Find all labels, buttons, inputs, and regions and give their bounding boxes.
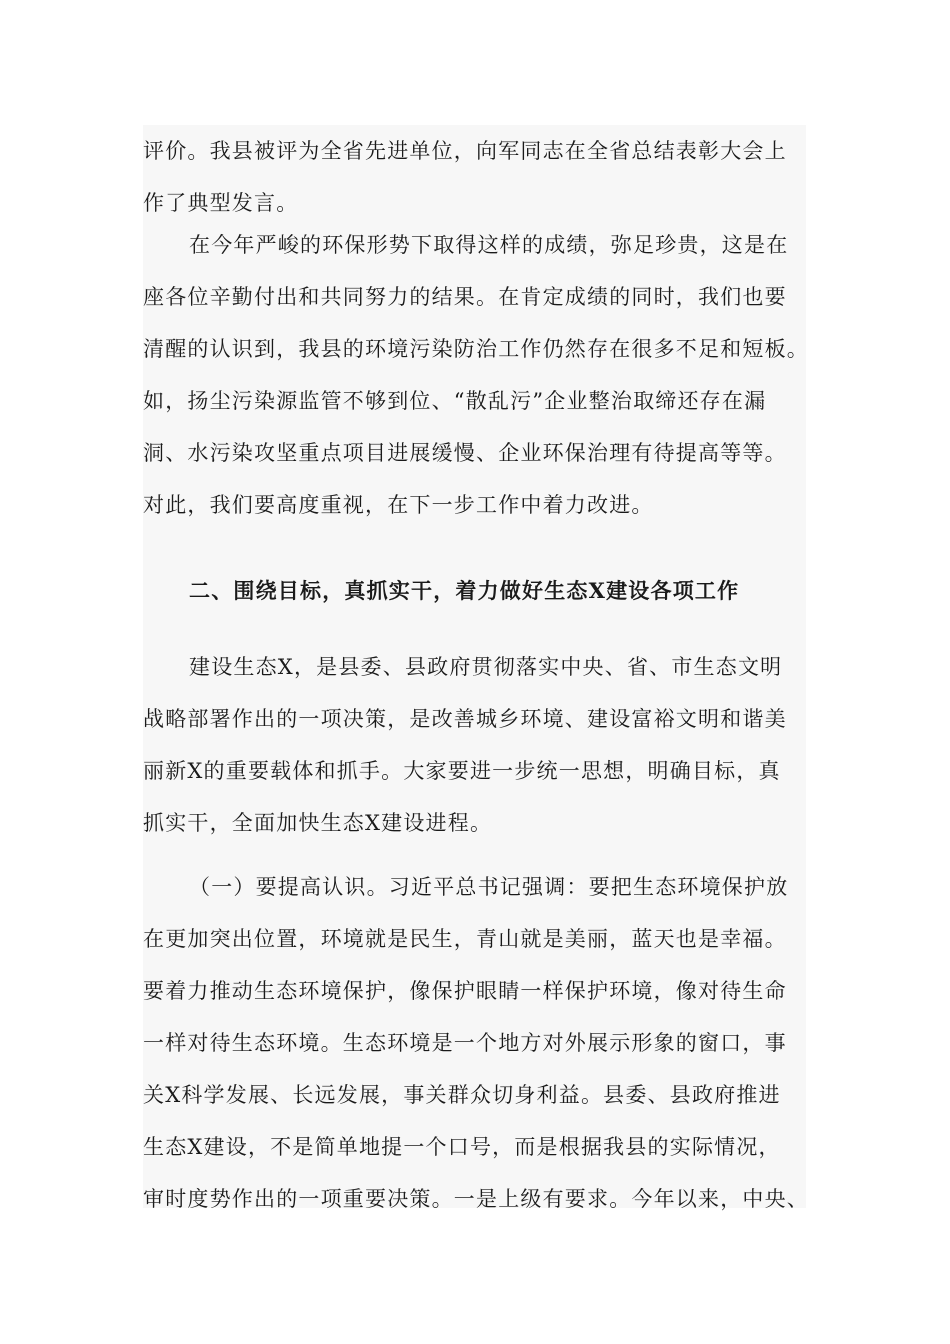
- text-line: 审时度势作出的一项重要决策。一是上级有要求。今年以来，中央、: [143, 1187, 809, 1211]
- text-line: 丽新X的重要载体和抓手。大家要进一步统一思想，明确目标，真: [143, 759, 781, 783]
- document-page: [143, 125, 809, 1211]
- text-line: 战略部署作出的一项决策，是改善城乡环境、建设富裕文明和谐美: [143, 707, 787, 731]
- text-line: 清醒的认识到，我县的环境污染防治工作仍然存在很多不足和短板。: [143, 337, 809, 361]
- text-line: 生态X建设，不是简单地提一个口号，而是根据我县的实际情况，: [143, 1135, 781, 1159]
- text-line: 在更加突出位置，环境就是民生，青山就是美丽，蓝天也是幸福。: [143, 927, 787, 951]
- text-line: 一样对待生态环境。生态环境是一个地方对外展示形象的窗口，事: [143, 1031, 787, 1055]
- heading-text: 二、围绕目标，真抓实干，着力做好生态X建设各项工作: [189, 578, 740, 603]
- paragraph-4: [143, 861, 809, 1225]
- text-line: 如，扬尘污染源监管不够到位、“散乱污”企业整治取缔还存在漏: [143, 389, 767, 413]
- text-line: 作了典型发言。: [143, 191, 299, 215]
- text-line: 评价。我县被评为全省先进单位，向军同志在全省总结表彰大会上: [143, 139, 787, 163]
- text-line: 座各位辛勤付出和共同努力的结果。在肯定成绩的同时，我们也要: [143, 285, 787, 309]
- text-line: 洞、水污染攻坚重点项目进展缓慢、企业环保治理有待提高等等。: [143, 441, 787, 465]
- text-line: 要着力推动生态环境保护，像保护眼睛一样保护环境，像对待生命: [143, 979, 787, 1003]
- text-line: 抓实干，全面加快生态X建设进程。: [143, 811, 493, 835]
- paragraph-2: [143, 219, 809, 531]
- text-line: 在今年严峻的环保形势下取得这样的成绩，弥足珍贵，这是在: [189, 233, 789, 257]
- text-line: 对此，我们要高度重视，在下一步工作中着力改进。: [143, 493, 654, 517]
- section-heading: [143, 565, 806, 617]
- paragraph-1: [143, 125, 806, 229]
- paragraph-3: [143, 641, 806, 849]
- text-line: （一）要提高认识。习近平总书记强调：要把生态环境保护放: [189, 875, 789, 899]
- text-line: 建设生态X，是县委、县政府贯彻落实中央、省、市生态文明: [189, 655, 783, 679]
- text-line: 关X科学发展、长远发展，事关群众切身利益。县委、县政府推进: [143, 1083, 781, 1107]
